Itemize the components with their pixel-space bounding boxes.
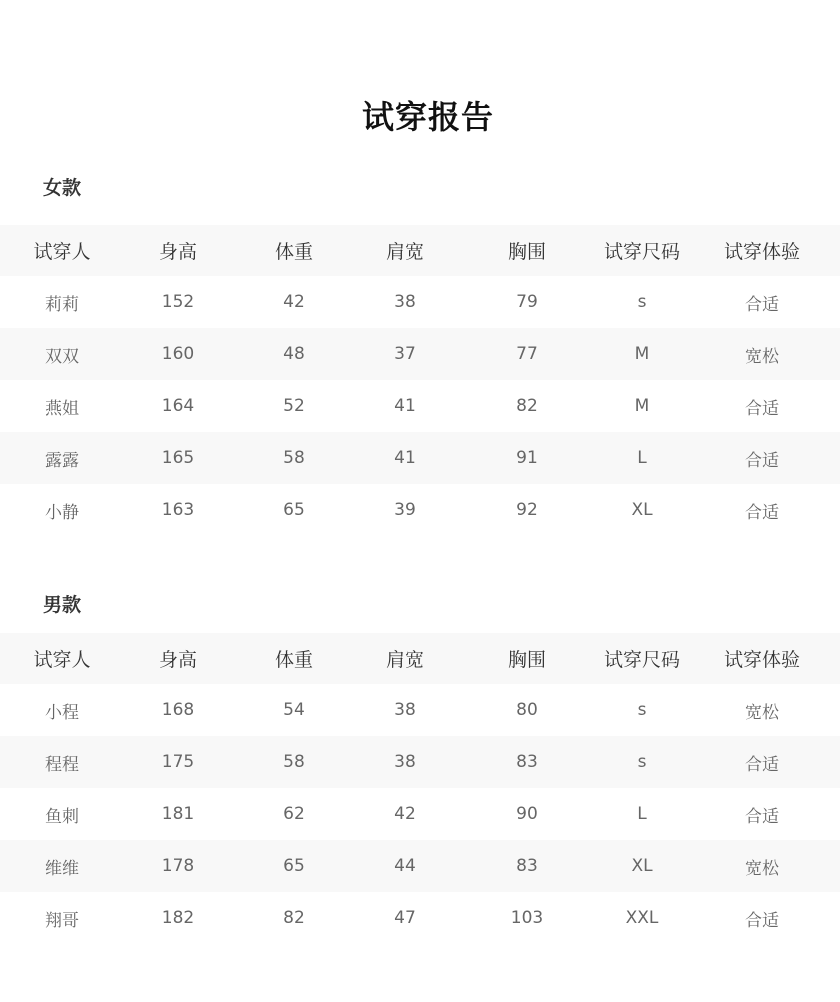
- table-row: [0, 328, 840, 380]
- table-row: [0, 684, 840, 736]
- cell-shoulder: 37: [394, 344, 416, 364]
- cell-weight: 65: [283, 500, 305, 520]
- cell-size: XXL: [625, 908, 659, 928]
- header-weight: 体重: [274, 241, 313, 263]
- cell-tester: 维维: [45, 858, 79, 879]
- cell-size: s: [637, 700, 647, 720]
- cell-fit: 合适: [745, 294, 779, 315]
- cell-height: 163: [161, 500, 195, 520]
- cell-weight: 54: [283, 700, 305, 720]
- header-bust: 胸围: [507, 649, 546, 671]
- cell-height: 160: [161, 344, 195, 364]
- cell-size: M: [634, 344, 650, 364]
- table-header-row: [0, 633, 840, 684]
- cell-fit: 合适: [745, 806, 779, 827]
- cell-tester: 燕姐: [45, 398, 79, 419]
- cell-bust: 91: [516, 448, 538, 468]
- cell-weight: 58: [283, 752, 305, 772]
- cell-shoulder: 41: [394, 396, 416, 416]
- cell-size: XL: [631, 500, 653, 520]
- cell-size: L: [637, 804, 647, 824]
- cell-bust: 83: [516, 856, 538, 876]
- cell-shoulder: 47: [394, 908, 416, 928]
- cell-fit: 合适: [745, 398, 779, 419]
- cell-bust: 90: [516, 804, 538, 824]
- cell-bust: 79: [516, 292, 538, 312]
- women-section-title: 女款: [43, 177, 82, 199]
- table-row: [0, 276, 840, 328]
- cell-fit: 宽松: [745, 346, 779, 367]
- header-bust: 胸围: [507, 241, 546, 263]
- cell-tester: 小静: [45, 502, 79, 523]
- table-header-row: [0, 225, 840, 276]
- table-row: [0, 736, 840, 788]
- cell-height: 181: [161, 804, 195, 824]
- cell-shoulder: 38: [394, 292, 416, 312]
- cell-height: 175: [161, 752, 195, 772]
- cell-tester: 鱼刺: [45, 806, 79, 827]
- page-title: 试穿报告: [361, 98, 494, 136]
- header-tester: 试穿人: [33, 241, 91, 263]
- cell-fit: 合适: [745, 754, 779, 775]
- cell-tester: 翔哥: [45, 910, 79, 931]
- cell-shoulder: 41: [394, 448, 416, 468]
- cell-bust: 80: [516, 700, 538, 720]
- header-size: 试穿尺码: [603, 649, 680, 671]
- cell-height: 178: [161, 856, 195, 876]
- cell-weight: 52: [283, 396, 305, 416]
- men-section-title: 男款: [43, 594, 82, 616]
- cell-shoulder: 38: [394, 752, 416, 772]
- cell-weight: 82: [283, 908, 305, 928]
- header-height: 身高: [158, 649, 197, 671]
- table-row: [0, 892, 840, 944]
- cell-shoulder: 39: [394, 500, 416, 520]
- cell-tester: 露露: [45, 450, 79, 471]
- cell-weight: 48: [283, 344, 305, 364]
- cell-weight: 62: [283, 804, 305, 824]
- header-fit: 试穿体验: [723, 241, 800, 263]
- cell-weight: 42: [283, 292, 305, 312]
- table-row: [0, 432, 840, 484]
- cell-size: M: [634, 396, 650, 416]
- cell-size: XL: [631, 856, 653, 876]
- header-tester: 试穿人: [33, 649, 91, 671]
- cell-fit: 宽松: [745, 702, 779, 723]
- cell-bust: 77: [516, 344, 538, 364]
- cell-fit: 宽松: [745, 858, 779, 879]
- women-fit-table: [0, 225, 840, 536]
- cell-tester: 小程: [45, 702, 79, 723]
- cell-fit: 合适: [745, 910, 779, 931]
- cell-bust: 83: [516, 752, 538, 772]
- cell-bust: 92: [516, 500, 538, 520]
- header-weight: 体重: [274, 649, 313, 671]
- cell-height: 168: [161, 700, 195, 720]
- header-height: 身高: [158, 241, 197, 263]
- header-fit: 试穿体验: [723, 649, 800, 671]
- cell-size: s: [637, 292, 647, 312]
- header-shoulder: 肩宽: [385, 649, 424, 671]
- cell-height: 152: [161, 292, 195, 312]
- table-row: [0, 484, 840, 536]
- cell-fit: 合适: [745, 450, 779, 471]
- men-fit-table: [0, 633, 840, 944]
- cell-tester: 莉莉: [45, 294, 79, 315]
- cell-height: 182: [161, 908, 195, 928]
- table-row: [0, 840, 840, 892]
- cell-size: L: [637, 448, 647, 468]
- cell-weight: 65: [283, 856, 305, 876]
- cell-bust: 103: [510, 908, 544, 928]
- cell-weight: 58: [283, 448, 305, 468]
- cell-bust: 82: [516, 396, 538, 416]
- cell-fit: 合适: [745, 502, 779, 523]
- cell-tester: 双双: [45, 346, 79, 367]
- cell-tester: 程程: [45, 754, 79, 775]
- header-size: 试穿尺码: [603, 241, 680, 263]
- table-row: [0, 788, 840, 840]
- cell-height: 164: [161, 396, 195, 416]
- cell-shoulder: 44: [394, 856, 416, 876]
- cell-height: 165: [161, 448, 195, 468]
- cell-shoulder: 42: [394, 804, 416, 824]
- table-row: [0, 380, 840, 432]
- header-shoulder: 肩宽: [385, 241, 424, 263]
- cell-shoulder: 38: [394, 700, 416, 720]
- cell-size: s: [637, 752, 647, 772]
